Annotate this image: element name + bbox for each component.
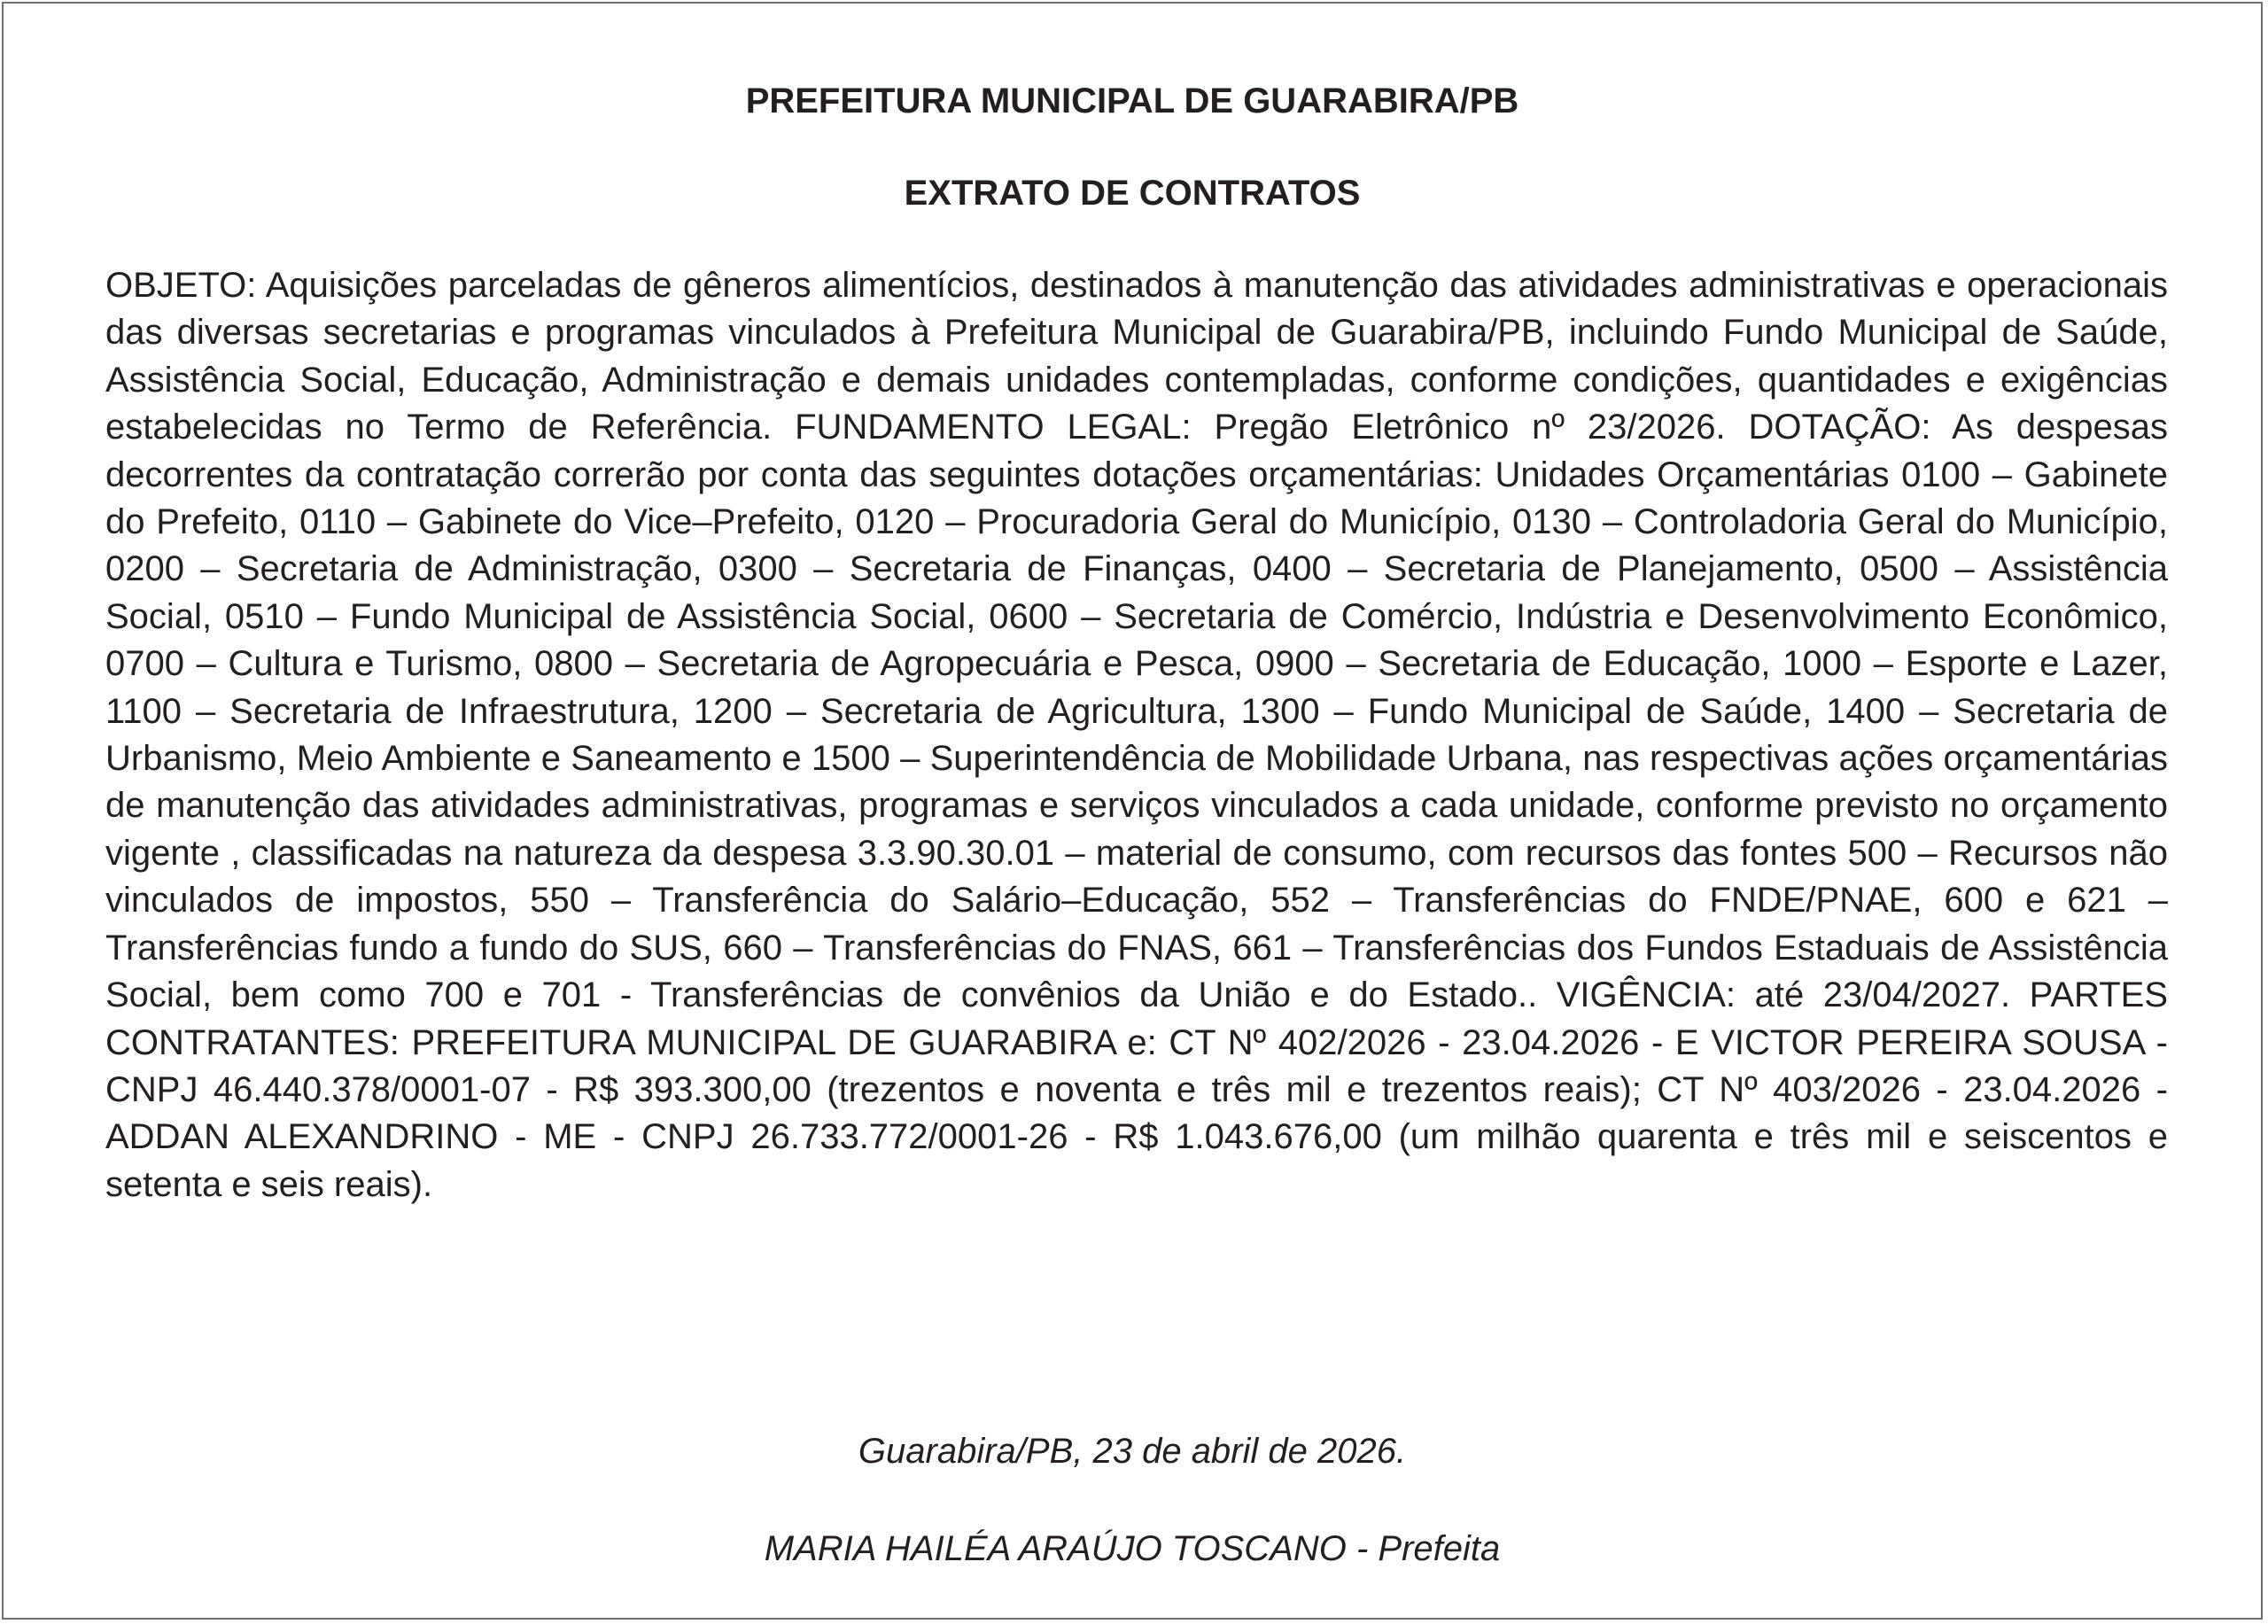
signature-line: MARIA HAILÉA ARAÚJO TOSCANO - Prefeita	[764, 1529, 1501, 1568]
document-frame	[2, 2, 2263, 1620]
document-title: EXTRATO DE CONTRATOS	[904, 174, 1361, 213]
place-date: Guarabira/PB, 23 de abril de 2026.	[858, 1432, 1407, 1471]
contract-extract-body: OBJETO: Aquisições parceladas de gêneros alimentícios, destinados à manutenção das atividades administrativas e operacionais das diversas secretarias e programas vinculados à Prefeitura Municipal de Guarabira/PB, incluindo Fundo Municipal de Saúde, Assistência Social, Educação, Administração e demais unidades contempladas, conforme condições, quantidades e exigências estabelecidas no Termo de Referência. FUNDAMENTO LEGAL: Pregão Eletrônico nº 23/2026. DOTAÇÃO: As despesas decorrentes da contratação correrão por conta das seguintes dotações orçamentárias: Unidades Orçamentárias 0100 – Gabinete do Prefeito, 0110 – Gabinete do Vice–Prefeito, 0120 – Procuradoria Geral do Município, 0130 – Controladoria Geral do Município, 0200 – Secretaria de Administração, 0300 – Secretaria de Finanças, 0400 – Secretaria de Planejamento, 0500 – Assistência Social, 0510 – Fundo Municipal de Assistência Social, 0600 – Secretaria de Comércio, Indústria e Desenvolvimento Econômico, 0700 – Cultura e Turismo, 0800 – Secretaria de Agropecuária e Pesca, 0900 – Secretaria de Educação, 1000 – Esporte e Lazer, 1100 – Secretaria de Infraestrutura, 1200 – Secretaria de Agricultura, 1300 – Fundo Municipal de Saúde, 1400 – Secretaria de Urbanismo, Meio Ambiente e Saneamento e 1500 – Superintendência de Mobilidade Urbana, nas respectivas ações orçamentárias de manutenção das atividades administrativas, programas e serviços vinculados a cada unidade, conforme previsto no orçamento vigente , classificadas na natureza da despesa 3.3.90.30.01 – material de consumo, com recursos das fontes 500 – Recursos não vinculados de impostos, 550 – Transferência do Salário–Educação, 552 – Transferências do FNDE/PNAE, 600 e 621 – Transferências fundo a fundo do SUS, 660 – Transferências do FNAS, 661 – Transferências dos Fundos Estaduais de Assistência Social, bem como 700 e 701 - Transferências de convênios da União e do Estado.. VIGÊNCIA: até 23/04/2027. PARTES CONTRATANTES: PREFEITURA MUNICIPAL DE GUARABIRA e: CT Nº 402/2026 - 23.04.2026 - E VICTOR PEREIRA SOUSA - CNPJ 46.440.378/0001-07 - R$ 393.300,00 (trezentos e noventa e três mil e trezentos reais); CT Nº 403/2026 - 23.04.2026 - ADDAN ALEXANDRINO - ME - CNPJ 26.733.772/0001-26 - R$ 1.043.676,00 (um milhão quarenta e três mil e seiscentos e setenta e seis reais).	[105, 266, 2168, 1204]
organization-heading: PREFEITURA MUNICIPAL DE GUARABIRA/PB	[745, 82, 1519, 120]
